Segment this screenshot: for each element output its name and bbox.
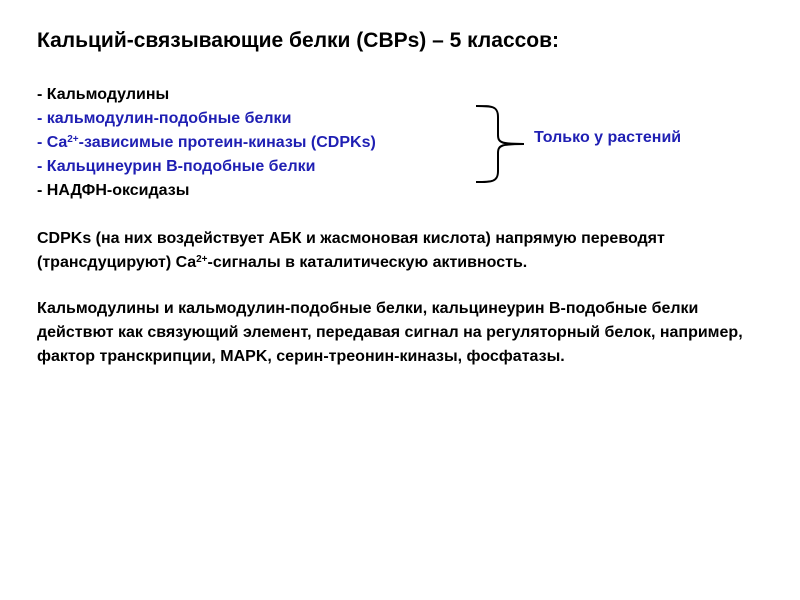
list-item-calcineurin-b-like bbox=[37, 155, 376, 179]
list-item-text: - Ca bbox=[37, 134, 68, 151]
list-item-text: - Кальцинеурин B-подобные белки bbox=[37, 158, 316, 175]
cdpks-paragraph bbox=[37, 227, 777, 275]
paragraph-superscript: 2+ bbox=[196, 254, 208, 265]
calmodulin-paragraph: Кальмодулины и кальмодулин-подобные белки, кальцинеурин B-подобные белки действют как связующий элемент, передавая сигнал на регуляторный белок, например, фактор транскрипции, MAPK, серин-треонин-киназы, фосфатазы. bbox=[37, 300, 743, 365]
list-item-cdpks bbox=[37, 131, 376, 155]
protein-classes-list bbox=[37, 83, 376, 203]
list-item-superscript: 2+ bbox=[67, 134, 79, 145]
list-item-calmodulin-like bbox=[37, 107, 376, 131]
paragraph-text-suffix: -сигналы в каталитическую активность. bbox=[207, 254, 528, 271]
list-item-text-suffix: -зависимые протеин-киназы (CDPKs) bbox=[78, 134, 376, 151]
curly-brace-icon bbox=[474, 103, 530, 185]
list-item-calmodulins bbox=[37, 83, 376, 107]
paragraph-text: CDPKs (на них воздействует АБК и жасмоновая кислота) напрямую переводят (трансдуцируют) Ca bbox=[37, 230, 665, 271]
list-item-nadph-oxidases bbox=[37, 179, 376, 203]
plants-only-note: Только у растений bbox=[534, 129, 682, 146]
slide-title: Кальций-связывающие белки (CBPs) – 5 классов: bbox=[37, 29, 560, 52]
list-item-text: - Кальмодулины bbox=[37, 86, 170, 103]
list-item-text: - НАДФН-оксидазы bbox=[37, 182, 190, 199]
list-item-text: - кальмодулин-подобные белки bbox=[37, 110, 292, 127]
